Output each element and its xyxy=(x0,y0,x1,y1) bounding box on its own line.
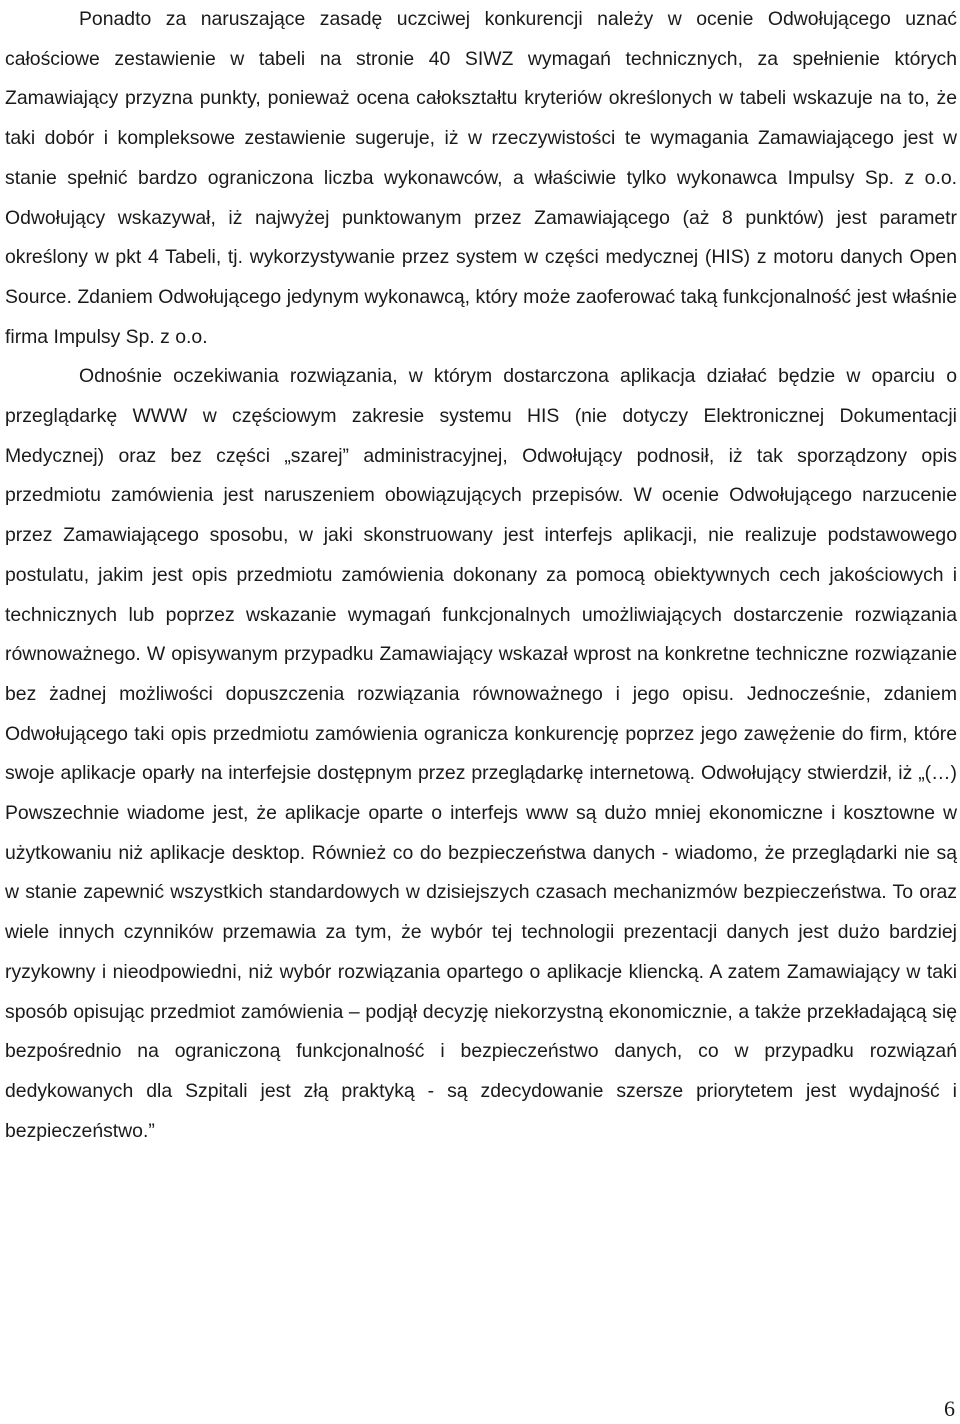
document-body xyxy=(5,0,957,1151)
paragraph-browser-interface: Odnośnie oczekiwania rozwiązania, w którym dostarczona aplikacja działać będzie w oparciu o przeglądarkę WWW w częściowym zakresie systemu HIS (nie dotyczy Elektronicznej Dokumentacji Medycznej) oraz bez części „szarej” administracyjnej, Odwołujący podnosił, iż tak sporządzony opis przedmiotu zamówienia jest naruszeniem obowiązujących przepisów. W ocenie Odwołującego narzucenie przez Zamawiającego sposobu, w jaki skonstruowany jest interfejs aplikacji, nie realizuje podstawowego postulatu, jakim jest opis przedmiotu zamówienia dokonany za pomocą obiektywnych cech jakościowych i technicznych lub poprzez wskazanie wymagań funkcjonalnych umożliwiających dostarczenie rozwiązania równoważnego. W opisywanym przypadku Zamawiający wskazał wprost na konkretne techniczne rozwiązanie bez żadnej możliwości dopuszczenia rozwiązania równoważnego i jego opisu. Jednocześnie, zdaniem Odwołującego taki opis przedmiotu zamówienia ogranicza konkurencję poprzez jego zawężenie do firm, które swoje aplikacje oparły na interfejsie dostępnym przez przeglądarkę internetową. Odwołujący stwierdził, iż „(…) Powszechnie wiadome jest, że aplikacje oparte o interfejs www są dużo mniej ekonomiczne i kosztowne w użytkowaniu niż aplikacje desktop. Również co do bezpieczeństwa danych - wiadomo, że przeglądarki nie są w stanie zapewnić wszystkich standardowych w dzisiejszych czasach mechanizmów bezpieczeństwa. To oraz wiele innych czynników przemawia za tym, że wybór tej technologii prezentacji danych jest dużo bardziej ryzykowny i nieodpowiedni, niż wybór rozwiązania opartego o aplikacje kliencką. A zatem Zamawiający w taki sposób opisując przedmiot zamówienia – podjął decyzję niekorzystną ekonomicznie, a także przekładającą się bezpośrednio na ograniczoną funkcjonalność i bezpieczeństwo danych, co w przypadku rozwiązań dedykowanych dla Szpitali jest złą praktyką - są zdecydowanie szersze priorytetem jest wydajność i bezpieczeństwo.” xyxy=(5,365,957,1142)
paragraph-unfair-competition: Ponadto za naruszające zasadę uczciwej konkurencji należy w ocenie Odwołującego uznać całościowe zestawienie w tabeli na stronie 40 SIWZ wymagań technicznych, za spełnienie których Zamawiający przyzna punkty, ponieważ ocena całokształtu kryteriów określonych w tabeli wskazuje na to, że taki dobór i kompleksowe zestawienie sugeruje, iż w rzeczywistości te wymagania Zamawiającego jest w stanie spełnić bardzo ograniczona liczba wykonawców, a właściwie tylko wykonawca Impulsy Sp. z o.o. Odwołujący wskazywał, iż najwyżej punktowanym przez Zamawiającego (aż 8 punktów) jest parametr określony w pkt 4 Tabeli, tj. wykorzystywanie przez system w części medycznej (HIS) z motoru danych Open Source. Zdaniem Odwołującego jedynym wykonawcą, który może zaoferować taką funkcjonalność jest właśnie firma Impulsy Sp. z o.o. xyxy=(5,8,957,348)
page-number: 6 xyxy=(944,1396,955,1421)
